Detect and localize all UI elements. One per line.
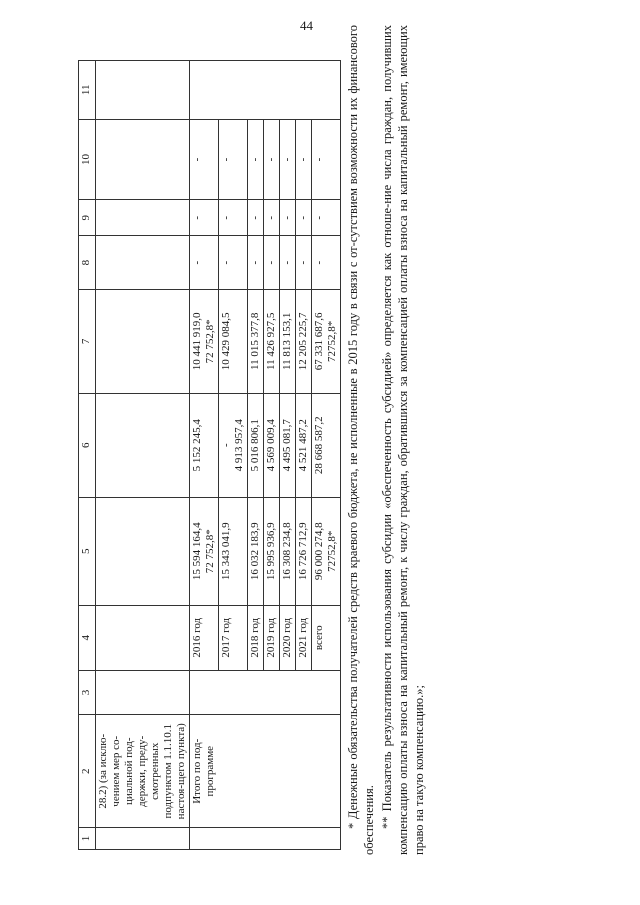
value-cell: 28 668 587,2	[312, 393, 341, 497]
header-cell: 4	[79, 605, 96, 670]
value-cell: 5 016 806,1	[248, 393, 264, 497]
year-cell: 2018 год	[248, 605, 264, 670]
subtotal-label: Итого по под-программе	[190, 715, 341, 828]
value-cell: -	[264, 236, 280, 290]
year-cell: 2021 год	[296, 605, 312, 670]
value-cell: 67 331 687,6 72752,8*	[312, 289, 341, 393]
value-cell: 11 426 927,5	[264, 289, 280, 393]
header-cell: 11	[79, 61, 96, 120]
header-cell: 7	[79, 289, 96, 393]
value-cell: -	[312, 236, 341, 290]
footnote: * Денежные обязательства получателей средств краевого бюджета, не исполненные в 2015 году в связи с от-сутствием возможности их финансового обеспечения.	[346, 25, 376, 855]
value-cell: -	[280, 200, 296, 236]
value-cell: 96 000 274,8 72752,8*	[312, 497, 341, 605]
value-cell: -	[296, 200, 312, 236]
value-cell: 4 495 081,7	[280, 393, 296, 497]
value-cell: -	[296, 236, 312, 290]
value-cell: 16 032 183,9	[248, 497, 264, 605]
year-cell: 2019 год	[264, 605, 280, 670]
value-cell: 4 521 487,2	[296, 393, 312, 497]
value-cell: 11 813 153,1	[280, 289, 296, 393]
table-row	[190, 61, 219, 850]
value-cell: -	[280, 236, 296, 290]
value-cell: 16 308 234,8	[280, 497, 296, 605]
value-cell: -	[190, 119, 219, 200]
value-cell: 15 594 164,4 72 752,8*	[190, 497, 219, 605]
value-cell: -	[264, 200, 280, 236]
value-cell: -	[219, 236, 248, 290]
value-cell: -	[248, 200, 264, 236]
header-cell: 2	[79, 715, 96, 828]
value-cell: - 4 913 957,4	[219, 393, 248, 497]
header-cell: 10	[79, 119, 96, 200]
value-cell: -	[248, 119, 264, 200]
value-cell: -	[280, 119, 296, 200]
value-cell: -	[312, 200, 341, 236]
header-cell: 5	[79, 497, 96, 605]
value-cell: -	[312, 119, 341, 200]
value-cell: 12 205 225,7	[296, 289, 312, 393]
budget-table	[78, 60, 341, 850]
value-cell: -	[264, 119, 280, 200]
page-number: 44	[300, 18, 313, 33]
header-cell: 6	[79, 393, 96, 497]
header-cell: 8	[79, 236, 96, 290]
total-label: всего	[312, 605, 341, 670]
value-cell: -	[190, 200, 219, 236]
table-header-row	[79, 61, 96, 850]
table-row	[96, 61, 190, 850]
year-cell: 2016 год	[190, 605, 219, 670]
value-cell: 10 429 084,5	[219, 289, 248, 393]
value-cell: 10 441 919,0 72 752,8*	[190, 289, 219, 393]
value-cell: 15 995 936,9	[264, 497, 280, 605]
footnote: ** Показатель результативности использования субсидии «обеспеченность субсидией» определяется как отноше-ние числа граждан, получивших компенсацию оплаты взноса на капитальный ремонт, к числу граждан, обратившихся за компенсацией оплаты взноса на капитальный ремонт, имеющих право на такую компенсацию.»;	[380, 25, 426, 855]
value-cell: 4 569 009,4	[264, 393, 280, 497]
value-cell: 11 015 377,8	[248, 289, 264, 393]
value-cell: -	[190, 236, 219, 290]
header-cell: 1	[79, 828, 96, 850]
header-cell: 9	[79, 200, 96, 236]
year-cell: 2020 год	[280, 605, 296, 670]
value-cell: -	[219, 200, 248, 236]
value-cell: -	[296, 119, 312, 200]
value-cell: 5 152 245,4	[190, 393, 219, 497]
value-cell: 15 343 041,9	[219, 497, 248, 605]
value-cell: -	[219, 119, 248, 200]
header-cell: 3	[79, 670, 96, 715]
year-cell: 2017 год	[219, 605, 248, 670]
value-cell: -	[248, 236, 264, 290]
measure-description: 28.2) (за исклю-чением мер со-циальной под-держки, преду-смотренных подпунктом 1.1.10.1 настоя-щего пункта)	[96, 715, 190, 828]
footnotes	[345, 25, 429, 855]
value-cell: 16 726 712,9	[296, 497, 312, 605]
